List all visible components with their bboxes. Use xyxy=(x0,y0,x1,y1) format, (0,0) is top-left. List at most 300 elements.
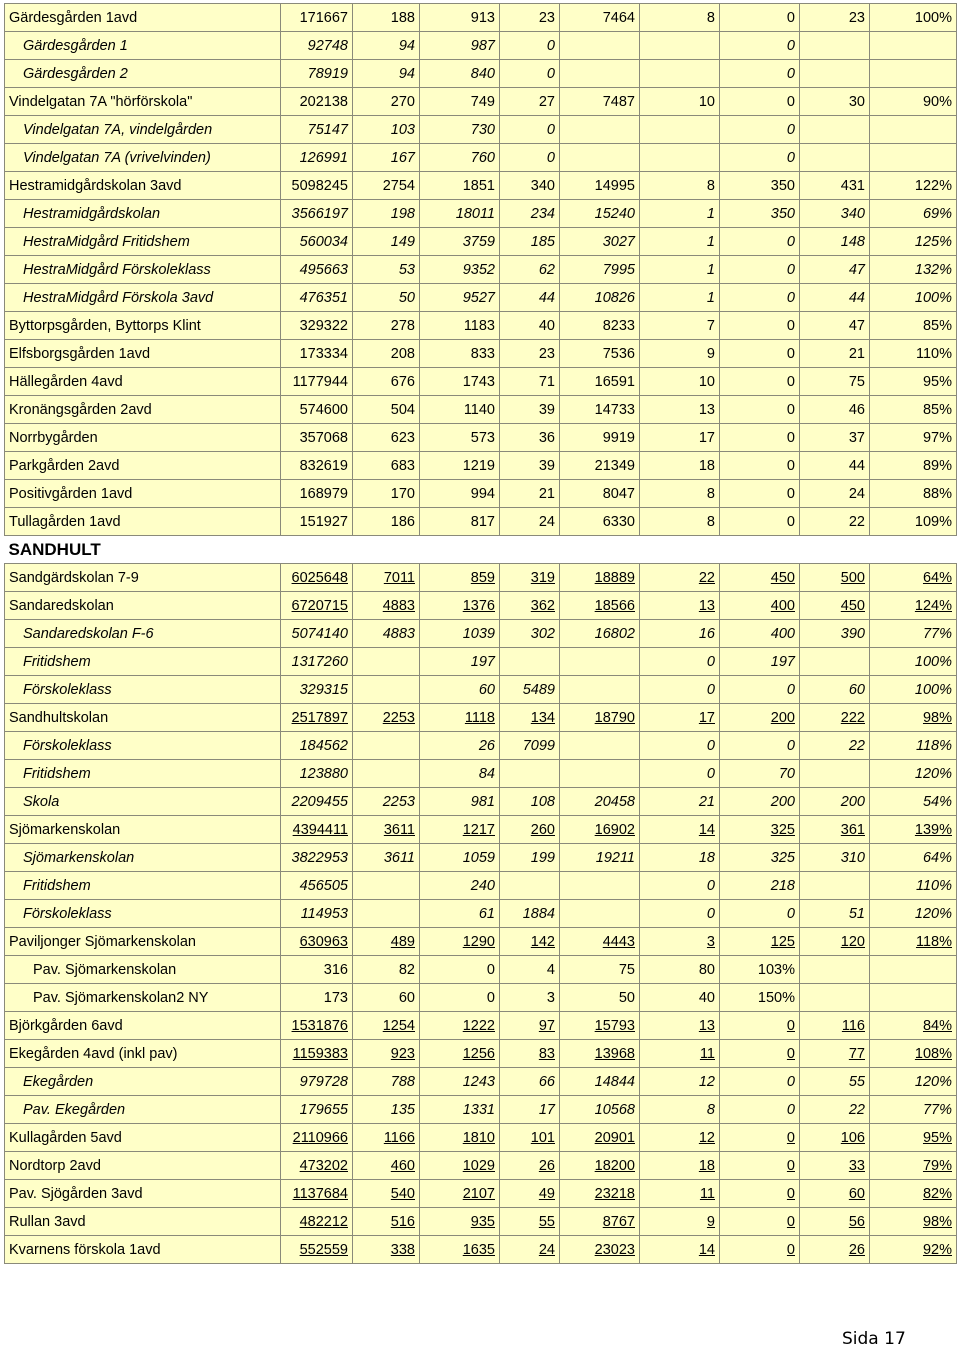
table-row xyxy=(5,312,957,340)
cell-value-2: 504 xyxy=(353,396,420,424)
cell-value-1: 5098245 xyxy=(281,172,353,200)
cell-value-2: 3611 xyxy=(353,816,420,844)
cell-value-7: 0 xyxy=(720,256,800,284)
cell-value-7: 350 xyxy=(720,200,800,228)
cell-value-2: 4883 xyxy=(353,592,420,620)
cell-value-8: 22 xyxy=(800,732,870,760)
cell-percent xyxy=(870,116,957,144)
table-row xyxy=(5,984,957,1012)
cell-percent: 100% xyxy=(870,648,957,676)
cell-value-1: 123880 xyxy=(281,760,353,788)
cell-value-6: 1 xyxy=(640,200,720,228)
cell-value-8 xyxy=(800,116,870,144)
cell-percent: 120% xyxy=(870,1068,957,1096)
cell-value-2: 2754 xyxy=(353,172,420,200)
cell-value-4: 199 xyxy=(500,844,560,872)
cell-value-7: 0 xyxy=(720,88,800,116)
cell-value-8: 106 xyxy=(800,1124,870,1152)
cell-value-5: 9919 xyxy=(560,424,640,452)
cell-value-8: 148 xyxy=(800,228,870,256)
cell-name: Nordtorp 2avd xyxy=(5,1152,281,1180)
cell-value-2: 60 xyxy=(353,984,420,1012)
cell-value-8: 44 xyxy=(800,284,870,312)
cell-name: Pav. Sjömarkenskolan2 NY xyxy=(5,984,281,1012)
cell-value-3: 1118 xyxy=(420,704,500,732)
cell-value-2: 788 xyxy=(353,1068,420,1096)
cell-percent: 118% xyxy=(870,928,957,956)
cell-value-7: 197 xyxy=(720,648,800,676)
cell-name: Förskoleklass xyxy=(5,676,281,704)
cell-value-4: 142 xyxy=(500,928,560,956)
cell-value-3: 987 xyxy=(420,32,500,60)
cell-value-2: 188 xyxy=(353,4,420,32)
cell-value-6 xyxy=(640,32,720,60)
cell-value-6: 8 xyxy=(640,4,720,32)
cell-value-5: 7995 xyxy=(560,256,640,284)
cell-value-3: 1743 xyxy=(420,368,500,396)
cell-value-2: 198 xyxy=(353,200,420,228)
cell-value-5: 7464 xyxy=(560,4,640,32)
cell-value-8: 33 xyxy=(800,1152,870,1180)
cell-value-6: 14 xyxy=(640,816,720,844)
cell-value-2: 3611 xyxy=(353,844,420,872)
cell-value-8: 200 xyxy=(800,788,870,816)
cell-value-1: 2110966 xyxy=(281,1124,353,1152)
cell-value-8: 500 xyxy=(800,564,870,592)
cell-value-7: 0 xyxy=(720,1152,800,1180)
cell-value-2 xyxy=(353,900,420,928)
cell-percent: 85% xyxy=(870,312,957,340)
cell-value-8: 361 xyxy=(800,816,870,844)
cell-name: Kvarnens förskola 1avd xyxy=(5,1236,281,1264)
cell-value-2: 50 xyxy=(353,284,420,312)
cell-value-7: 200 xyxy=(720,788,800,816)
section-header-row xyxy=(5,536,957,564)
cell-value-6: 9 xyxy=(640,340,720,368)
cell-value-7: 400 xyxy=(720,620,800,648)
cell-value-6: 12 xyxy=(640,1068,720,1096)
cell-value-7: 0 xyxy=(720,228,800,256)
cell-value-8 xyxy=(800,32,870,60)
cell-value-5 xyxy=(560,116,640,144)
cell-value-3: 859 xyxy=(420,564,500,592)
cell-value-1: 6720715 xyxy=(281,592,353,620)
cell-value-8: 47 xyxy=(800,256,870,284)
cell-value-1: 171667 xyxy=(281,4,353,32)
cell-value-6: 40 xyxy=(640,984,720,1012)
cell-value-5: 50 xyxy=(560,984,640,1012)
cell-value-2: 149 xyxy=(353,228,420,256)
cell-value-5: 10568 xyxy=(560,1096,640,1124)
cell-value-2: 460 xyxy=(353,1152,420,1180)
cell-value-8: 75 xyxy=(800,368,870,396)
cell-name: Sjömarkenskolan xyxy=(5,844,281,872)
cell-percent: 100% xyxy=(870,4,957,32)
cell-value-2: 2253 xyxy=(353,704,420,732)
cell-value-8: 44 xyxy=(800,452,870,480)
cell-value-7: 70 xyxy=(720,760,800,788)
cell-value-4: 1884 xyxy=(500,900,560,928)
cell-value-4: 3 xyxy=(500,984,560,1012)
cell-value-3: 1243 xyxy=(420,1068,500,1096)
cell-value-1: 184562 xyxy=(281,732,353,760)
cell-value-3: 760 xyxy=(420,144,500,172)
cell-value-5: 14844 xyxy=(560,1068,640,1096)
cell-value-7: 0 xyxy=(720,676,800,704)
table-row xyxy=(5,592,957,620)
cell-value-1: 1177944 xyxy=(281,368,353,396)
cell-value-5: 3027 xyxy=(560,228,640,256)
cell-value-1: 126991 xyxy=(281,144,353,172)
cell-value-1: 832619 xyxy=(281,452,353,480)
cell-value-5: 14733 xyxy=(560,396,640,424)
cell-value-7: 0 xyxy=(720,60,800,88)
cell-value-5: 21349 xyxy=(560,452,640,480)
cell-value-6: 0 xyxy=(640,648,720,676)
cell-value-5: 20901 xyxy=(560,1124,640,1152)
cell-value-4: 23 xyxy=(500,4,560,32)
cell-value-5 xyxy=(560,648,640,676)
cell-value-2 xyxy=(353,676,420,704)
cell-value-7: 0 xyxy=(720,1180,800,1208)
cell-percent: 125% xyxy=(870,228,957,256)
cell-name: Byttorpsgården, Byttorps Klint xyxy=(5,312,281,340)
cell-name: Norrbygården xyxy=(5,424,281,452)
cell-value-8: 340 xyxy=(800,200,870,228)
cell-value-4: 24 xyxy=(500,1236,560,1264)
cell-value-3: 60 xyxy=(420,676,500,704)
cell-value-3: 9352 xyxy=(420,256,500,284)
cell-percent: 82% xyxy=(870,1180,957,1208)
cell-value-7: 0 xyxy=(720,340,800,368)
table-row xyxy=(5,116,957,144)
cell-value-6: 18 xyxy=(640,452,720,480)
cell-value-7: 0 xyxy=(720,368,800,396)
cell-value-6: 13 xyxy=(640,592,720,620)
cell-value-8: 450 xyxy=(800,592,870,620)
cell-percent: 97% xyxy=(870,424,957,452)
cell-percent: 100% xyxy=(870,676,957,704)
cell-value-3: 730 xyxy=(420,116,500,144)
cell-value-5: 10826 xyxy=(560,284,640,312)
cell-name: HestraMidgård Förskoleklass xyxy=(5,256,281,284)
cell-value-8 xyxy=(800,760,870,788)
cell-value-3: 1140 xyxy=(420,396,500,424)
cell-value-8: 222 xyxy=(800,704,870,732)
cell-percent: 98% xyxy=(870,1208,957,1236)
cell-value-3: 840 xyxy=(420,60,500,88)
cell-value-3: 0 xyxy=(420,984,500,1012)
cell-value-2: 623 xyxy=(353,424,420,452)
cell-value-7: 0 xyxy=(720,1096,800,1124)
cell-value-6: 16 xyxy=(640,620,720,648)
cell-value-3: 84 xyxy=(420,760,500,788)
cell-value-1: 1317260 xyxy=(281,648,353,676)
cell-value-3: 817 xyxy=(420,508,500,536)
cell-percent: 77% xyxy=(870,1096,957,1124)
cell-value-4: 71 xyxy=(500,368,560,396)
cell-value-5 xyxy=(560,760,640,788)
cell-value-7: 0 xyxy=(720,900,800,928)
cell-name: Sandhultskolan xyxy=(5,704,281,732)
cell-value-2: 167 xyxy=(353,144,420,172)
cell-value-6: 10 xyxy=(640,368,720,396)
cell-value-6: 13 xyxy=(640,1012,720,1040)
cell-value-1: 495663 xyxy=(281,256,353,284)
cell-value-3: 1851 xyxy=(420,172,500,200)
cell-name: Rullan 3avd xyxy=(5,1208,281,1236)
cell-value-6 xyxy=(640,116,720,144)
cell-percent xyxy=(870,144,957,172)
cell-value-2: 676 xyxy=(353,368,420,396)
cell-value-8 xyxy=(800,956,870,984)
cell-value-3: 994 xyxy=(420,480,500,508)
cell-value-2: 208 xyxy=(353,340,420,368)
cell-value-3: 833 xyxy=(420,340,500,368)
cell-value-5: 15240 xyxy=(560,200,640,228)
cell-value-4: 17 xyxy=(500,1096,560,1124)
table-row xyxy=(5,1096,957,1124)
cell-value-6 xyxy=(640,60,720,88)
cell-value-5: 19211 xyxy=(560,844,640,872)
cell-value-4: 62 xyxy=(500,256,560,284)
cell-value-8 xyxy=(800,648,870,676)
cell-value-1: 2517897 xyxy=(281,704,353,732)
cell-value-7: 0 xyxy=(720,116,800,144)
cell-value-1: 456505 xyxy=(281,872,353,900)
cell-percent: 85% xyxy=(870,396,957,424)
cell-value-1: 75147 xyxy=(281,116,353,144)
cell-name: Ekegården xyxy=(5,1068,281,1096)
cell-value-3: 26 xyxy=(420,732,500,760)
cell-value-1: 560034 xyxy=(281,228,353,256)
table-row xyxy=(5,564,957,592)
table-row xyxy=(5,4,957,32)
cell-value-6: 7 xyxy=(640,312,720,340)
cell-value-2: 338 xyxy=(353,1236,420,1264)
cell-value-4: 5489 xyxy=(500,676,560,704)
cell-value-5 xyxy=(560,900,640,928)
table-row xyxy=(5,648,957,676)
cell-percent: 54% xyxy=(870,788,957,816)
cell-value-5: 16902 xyxy=(560,816,640,844)
cell-value-4: 40 xyxy=(500,312,560,340)
cell-value-7: 150% xyxy=(720,984,800,1012)
cell-name: Skola xyxy=(5,788,281,816)
cell-percent: 64% xyxy=(870,564,957,592)
cell-value-8 xyxy=(800,872,870,900)
cell-value-6: 1 xyxy=(640,228,720,256)
cell-value-3: 1039 xyxy=(420,620,500,648)
cell-value-5 xyxy=(560,32,640,60)
cell-name: Hestramidgårdskolan xyxy=(5,200,281,228)
cell-value-5: 23023 xyxy=(560,1236,640,1264)
cell-percent: 88% xyxy=(870,480,957,508)
cell-value-6: 9 xyxy=(640,1208,720,1236)
cell-value-4: 260 xyxy=(500,816,560,844)
cell-value-6: 13 xyxy=(640,396,720,424)
cell-value-2: 923 xyxy=(353,1040,420,1068)
cell-value-6: 8 xyxy=(640,1096,720,1124)
cell-value-1: 4394411 xyxy=(281,816,353,844)
cell-value-6: 80 xyxy=(640,956,720,984)
cell-value-5: 16591 xyxy=(560,368,640,396)
cell-value-1: 552559 xyxy=(281,1236,353,1264)
cell-value-8: 77 xyxy=(800,1040,870,1068)
table-row xyxy=(5,704,957,732)
cell-value-4 xyxy=(500,648,560,676)
cell-value-2: 7011 xyxy=(353,564,420,592)
cell-value-2 xyxy=(353,732,420,760)
cell-value-5: 20458 xyxy=(560,788,640,816)
cell-value-1: 173 xyxy=(281,984,353,1012)
cell-value-2: 540 xyxy=(353,1180,420,1208)
cell-value-3: 240 xyxy=(420,872,500,900)
cell-value-8: 51 xyxy=(800,900,870,928)
cell-value-3: 1222 xyxy=(420,1012,500,1040)
cell-name: Kullagården 5avd xyxy=(5,1124,281,1152)
cell-value-3: 1219 xyxy=(420,452,500,480)
cell-value-3: 197 xyxy=(420,648,500,676)
table-row xyxy=(5,1040,957,1068)
cell-value-3: 61 xyxy=(420,900,500,928)
cell-name: Björkgården 6avd xyxy=(5,1012,281,1040)
cell-percent: 84% xyxy=(870,1012,957,1040)
cell-value-1: 482212 xyxy=(281,1208,353,1236)
cell-value-2: 2253 xyxy=(353,788,420,816)
cell-value-2: 516 xyxy=(353,1208,420,1236)
cell-percent xyxy=(870,956,957,984)
cell-percent: 118% xyxy=(870,732,957,760)
cell-name: Paviljonger Sjömarkenskolan xyxy=(5,928,281,956)
cell-name: Pav. Sjömarkenskolan xyxy=(5,956,281,984)
cell-value-1: 114953 xyxy=(281,900,353,928)
table-row xyxy=(5,1068,957,1096)
cell-value-4: 55 xyxy=(500,1208,560,1236)
cell-value-1: 574600 xyxy=(281,396,353,424)
cell-value-3: 1183 xyxy=(420,312,500,340)
cell-name: Vindelgatan 7A "hörförskola" xyxy=(5,88,281,116)
table-row xyxy=(5,760,957,788)
cell-value-8 xyxy=(800,60,870,88)
cell-value-6 xyxy=(640,144,720,172)
cell-value-4: 234 xyxy=(500,200,560,228)
cell-name: Gärdesgården 1 xyxy=(5,32,281,60)
cell-value-6: 22 xyxy=(640,564,720,592)
cell-value-6: 18 xyxy=(640,1152,720,1180)
cell-percent: 120% xyxy=(870,900,957,928)
cell-value-7: 0 xyxy=(720,144,800,172)
cell-value-6: 17 xyxy=(640,424,720,452)
cell-value-1: 1159383 xyxy=(281,1040,353,1068)
table-row xyxy=(5,1124,957,1152)
cell-value-8: 37 xyxy=(800,424,870,452)
cell-value-4: 66 xyxy=(500,1068,560,1096)
cell-name: Positivgården 1avd xyxy=(5,480,281,508)
cell-value-6: 3 xyxy=(640,928,720,956)
cell-value-2: 270 xyxy=(353,88,420,116)
cell-value-4: 49 xyxy=(500,1180,560,1208)
cell-percent: 109% xyxy=(870,508,957,536)
cell-value-3: 3759 xyxy=(420,228,500,256)
cell-value-5: 18200 xyxy=(560,1152,640,1180)
table-row xyxy=(5,284,957,312)
cell-value-7: 325 xyxy=(720,816,800,844)
cell-value-2: 53 xyxy=(353,256,420,284)
table-row xyxy=(5,172,957,200)
cell-name: Gärdesgården 1avd xyxy=(5,4,281,32)
cell-value-5: 8233 xyxy=(560,312,640,340)
cell-value-6: 0 xyxy=(640,900,720,928)
cell-value-7: 400 xyxy=(720,592,800,620)
cell-percent: 98% xyxy=(870,704,957,732)
cell-value-4: 23 xyxy=(500,340,560,368)
cell-name: Sandaredskolan F-6 xyxy=(5,620,281,648)
cell-percent: 100% xyxy=(870,284,957,312)
cell-value-2: 170 xyxy=(353,480,420,508)
cell-value-4: 83 xyxy=(500,1040,560,1068)
cell-percent: 95% xyxy=(870,1124,957,1152)
cell-value-7: 350 xyxy=(720,172,800,200)
cell-value-2: 278 xyxy=(353,312,420,340)
cell-value-4: 36 xyxy=(500,424,560,452)
cell-percent: 124% xyxy=(870,592,957,620)
cell-name: Förskoleklass xyxy=(5,732,281,760)
cell-value-5: 14995 xyxy=(560,172,640,200)
cell-value-5: 18889 xyxy=(560,564,640,592)
cell-percent: 108% xyxy=(870,1040,957,1068)
table-row xyxy=(5,1180,957,1208)
cell-value-3: 1290 xyxy=(420,928,500,956)
cell-value-7: 0 xyxy=(720,312,800,340)
cell-value-7: 0 xyxy=(720,396,800,424)
cell-value-6: 8 xyxy=(640,172,720,200)
cell-value-8: 24 xyxy=(800,480,870,508)
cell-name: Sandgärdskolan 7-9 xyxy=(5,564,281,592)
cell-percent: 132% xyxy=(870,256,957,284)
cost-table xyxy=(4,3,957,1264)
cell-value-1: 3822953 xyxy=(281,844,353,872)
cell-value-4: 134 xyxy=(500,704,560,732)
cell-name: Kronängsgården 2avd xyxy=(5,396,281,424)
cell-value-3: 0 xyxy=(420,956,500,984)
cell-value-6: 1 xyxy=(640,256,720,284)
cell-value-2: 103 xyxy=(353,116,420,144)
cell-value-3: 981 xyxy=(420,788,500,816)
cell-value-5: 15793 xyxy=(560,1012,640,1040)
cell-value-5: 75 xyxy=(560,956,640,984)
cell-value-1: 3566197 xyxy=(281,200,353,228)
table-row xyxy=(5,788,957,816)
cell-value-8: 120 xyxy=(800,928,870,956)
cell-percent: 79% xyxy=(870,1152,957,1180)
cell-percent xyxy=(870,60,957,88)
cell-value-4: 21 xyxy=(500,480,560,508)
cell-value-1: 78919 xyxy=(281,60,353,88)
cell-value-6: 0 xyxy=(640,760,720,788)
cell-value-1: 630963 xyxy=(281,928,353,956)
cell-percent: 95% xyxy=(870,368,957,396)
cell-value-1: 1137684 xyxy=(281,1180,353,1208)
cell-value-8: 55 xyxy=(800,1068,870,1096)
table-row xyxy=(5,396,957,424)
cell-value-3: 1059 xyxy=(420,844,500,872)
cell-name: Pav. Sjögården 3avd xyxy=(5,1180,281,1208)
cell-value-7: 0 xyxy=(720,732,800,760)
cell-value-3: 1256 xyxy=(420,1040,500,1068)
table-row xyxy=(5,1152,957,1180)
cell-value-4: 39 xyxy=(500,396,560,424)
